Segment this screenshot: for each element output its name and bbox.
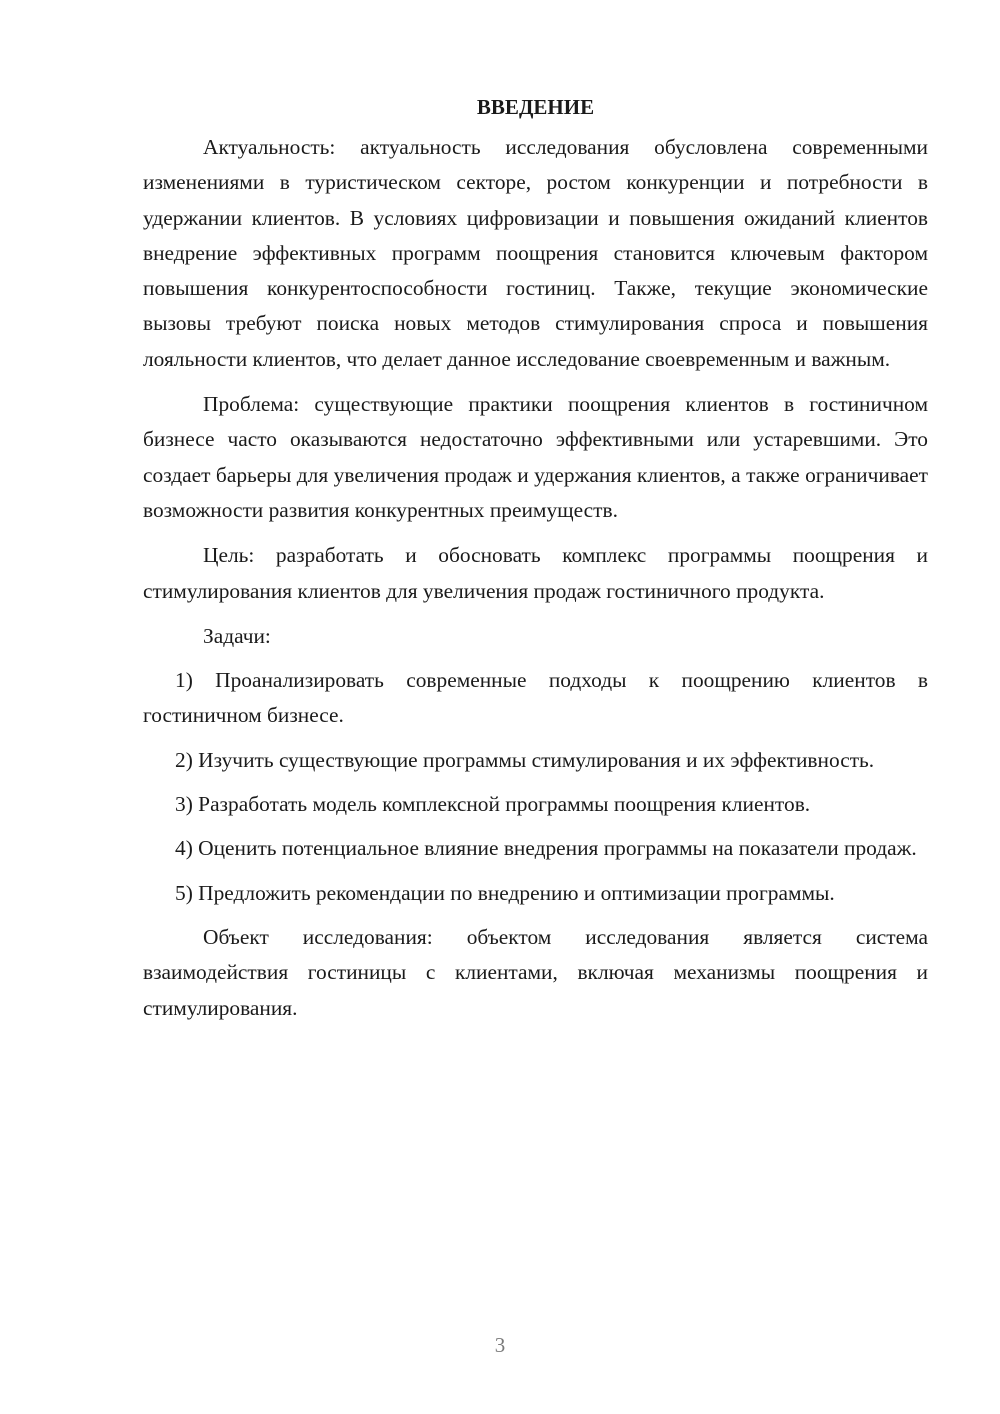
task-item-3: 3) Разработать модель комплексной программы поощрения клиентов. — [175, 792, 811, 817]
paragraph-relevance: Актуальность: актуальность исследования обусловлена современными изменениями в туристическом секторе, ростом конкуренции и потребности в удержании клиентов. В условиях цифровизации и повышения ожиданий клиентов внедрение эффективных программ поощрения становится ключевым фактором повышения конкурентоспособности гостиниц. Также, текущие экономические вызовы требуют поиска новых методов стимулирования спроса и повышения лояльности клиентов, что делает данное исследование своевременным и важным. — [143, 135, 928, 371]
task-item-2: 2) Изучить существующие программы стимулирования и их эффективность. — [175, 747, 875, 772]
tasks-heading: Задачи: — [203, 623, 271, 648]
paragraph-goal: Цель: разработать и обосновать комплекс программы поощрения и стимулирования клиентов для увеличения продаж гостиничного продукта. — [143, 543, 928, 603]
task-item-1: 1) Проанализировать современные подходы к поощрению клиентов в гостиничном бизнесе. — [143, 668, 928, 728]
page-number: 3 — [494, 1333, 506, 1357]
page-title: ВВЕДЕНИЕ — [476, 95, 595, 119]
paragraph-problem: Проблема: существующие практики поощрения клиентов в гостиничном бизнесе часто оказываются недостаточно эффективными или устаревшими. Это создает барьеры для увеличения продаж и удержания клиентов, а также ограничивает возможности развития конкурентных преимуществ. — [143, 392, 928, 522]
task-item-5: 5) Предложить рекомендации по внедрению и оптимизации программы. — [175, 880, 835, 905]
task-item-4: 4) Оценить потенциальное влияние внедрения программы на показатели продаж. — [175, 836, 917, 861]
paragraph-object: Объект исследования: объектом исследования является система взаимодействия гостиницы с клиентами, включая механизмы поощрения и стимулирования. — [143, 924, 928, 1020]
document-page — [143, 92, 928, 1026]
